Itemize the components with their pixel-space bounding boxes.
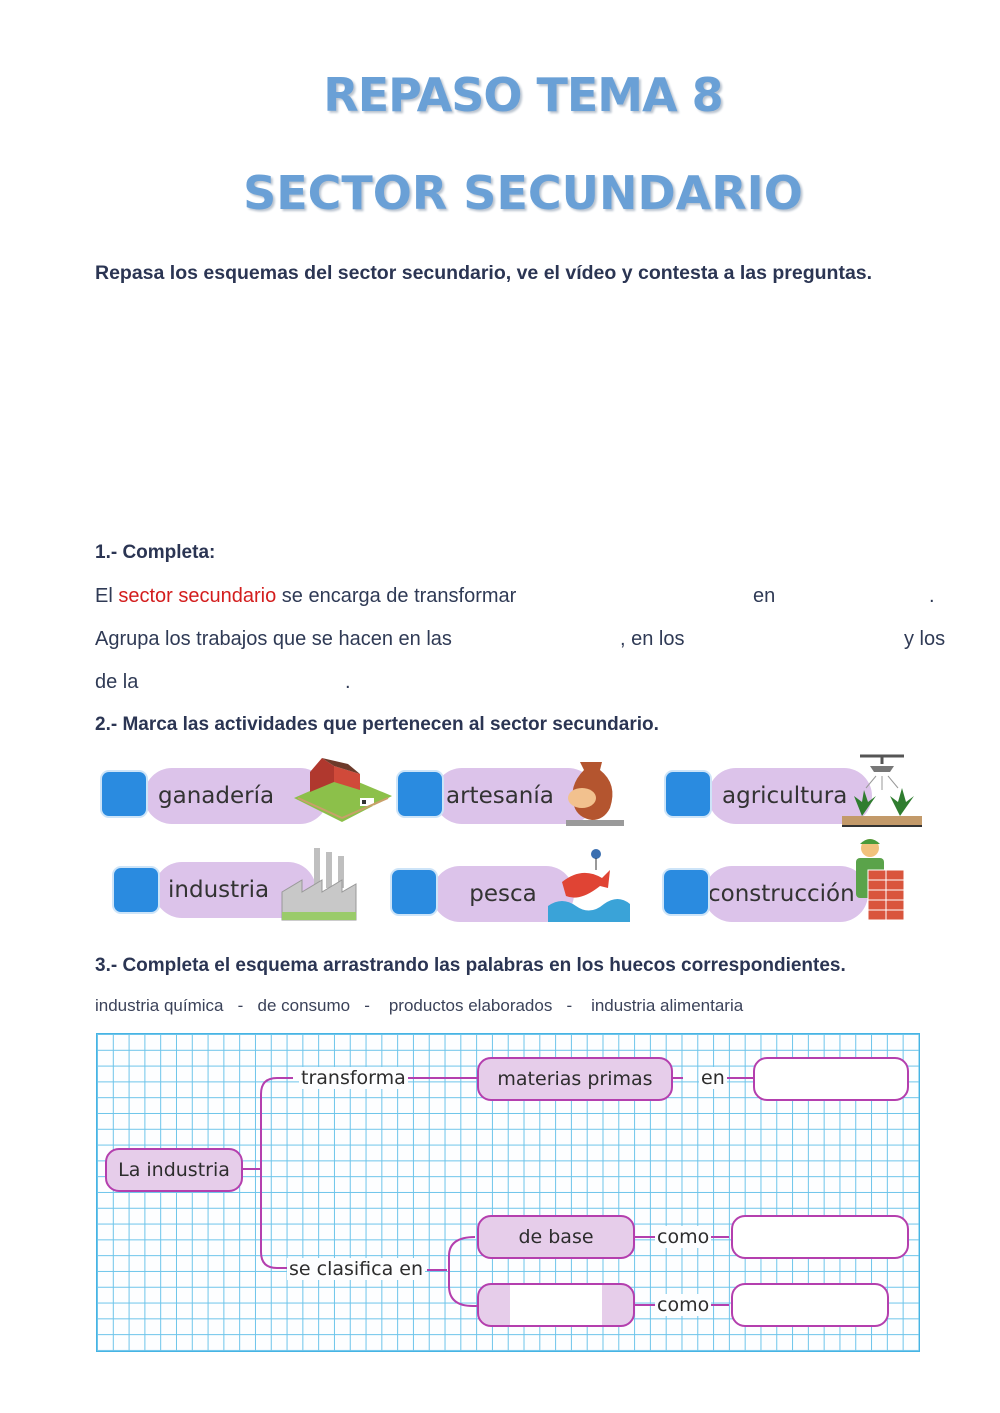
q1-period-1: . <box>929 585 935 607</box>
word-bank[interactable]: industria química - de consumo - productos elaborados - industria alimentaria <box>95 996 744 1015</box>
instructions: Repasa los esquemas del sector secundario, ve el vídeo y contesta a las preguntas. <box>95 262 873 284</box>
node-materias-primas: materias primas <box>477 1057 673 1101</box>
node-la-industria: La industria <box>105 1148 243 1192</box>
pottery-icon <box>560 756 626 832</box>
q1-heading: 1.- Completa: <box>95 542 216 563</box>
label-como-1: como <box>657 1226 710 1248</box>
label-en: en <box>701 1067 725 1089</box>
activity-pesca <box>390 860 630 922</box>
fish-icon <box>548 846 630 926</box>
checkbox-agricultura[interactable] <box>666 772 710 816</box>
farm-icon <box>290 752 394 828</box>
label-transforma: transforma <box>301 1067 406 1089</box>
activity-label: ganadería <box>144 768 328 824</box>
q1-blank-1[interactable] <box>562 583 748 611</box>
node-de-base: de base <box>477 1215 635 1259</box>
drop-slot-como-1[interactable] <box>731 1215 909 1259</box>
q1-line2-b: , en los <box>620 628 685 650</box>
q1-blank-2[interactable] <box>782 583 926 611</box>
activity-label: pesca <box>432 866 574 922</box>
checkbox-artesania[interactable] <box>398 772 442 816</box>
activity-label: industria <box>154 862 316 918</box>
q1-en: en <box>753 585 776 607</box>
drop-slot-como-2[interactable] <box>731 1283 889 1327</box>
checkbox-construccion[interactable] <box>664 870 708 914</box>
q1-line2-c: y los <box>904 628 946 650</box>
q1-blank-4[interactable] <box>694 626 898 654</box>
q1-blank-3[interactable] <box>486 626 616 654</box>
q1-line2-a: Agrupa los trabajos que se hacen en las <box>95 628 452 650</box>
checkbox-industria[interactable] <box>114 868 158 912</box>
q1-line1-text: El sector secundario se encarga de transformar <box>95 585 517 607</box>
q3-heading: 3.- Completa el esquema arrastrando las palabras en los huecos correspondientes. <box>95 955 846 976</box>
activity-label: construcción <box>704 866 868 922</box>
q2-heading: 2.- Marca las actividades que pertenecen al sector secundario. <box>95 714 659 735</box>
factory-icon <box>280 844 358 924</box>
highlight-sector-secundario: sector secundario <box>118 585 277 607</box>
node-blank-category <box>477 1283 635 1327</box>
video-area[interactable] <box>95 300 915 520</box>
drop-slot-category[interactable] <box>510 1285 602 1325</box>
activity-construccion <box>662 860 912 922</box>
drop-slot-productos[interactable] <box>753 1057 909 1101</box>
checkbox-ganaderia[interactable] <box>102 772 146 816</box>
activity-agricultura <box>664 762 926 824</box>
checkbox-pesca[interactable] <box>392 870 436 914</box>
label-como-2: como <box>657 1294 710 1316</box>
diagram-grid <box>96 1033 920 1352</box>
title-line-2: SECTOR SECUNDARIO <box>243 166 803 220</box>
crops-icon <box>840 752 924 832</box>
activity-label: agricultura <box>708 768 872 824</box>
activity-ganaderia <box>100 762 395 824</box>
activity-artesania <box>396 762 631 824</box>
title-line-1: REPASO TEMA 8 <box>323 68 723 122</box>
activity-industria <box>112 858 362 920</box>
q1-line3-a: de la <box>95 671 139 693</box>
activity-label: artesanía <box>434 768 596 824</box>
q1-blank-5[interactable] <box>146 669 342 697</box>
label-se-clasifica-en: se clasifica en <box>289 1258 424 1280</box>
q1-period-2: . <box>345 671 351 693</box>
bricklayer-icon <box>848 836 908 926</box>
